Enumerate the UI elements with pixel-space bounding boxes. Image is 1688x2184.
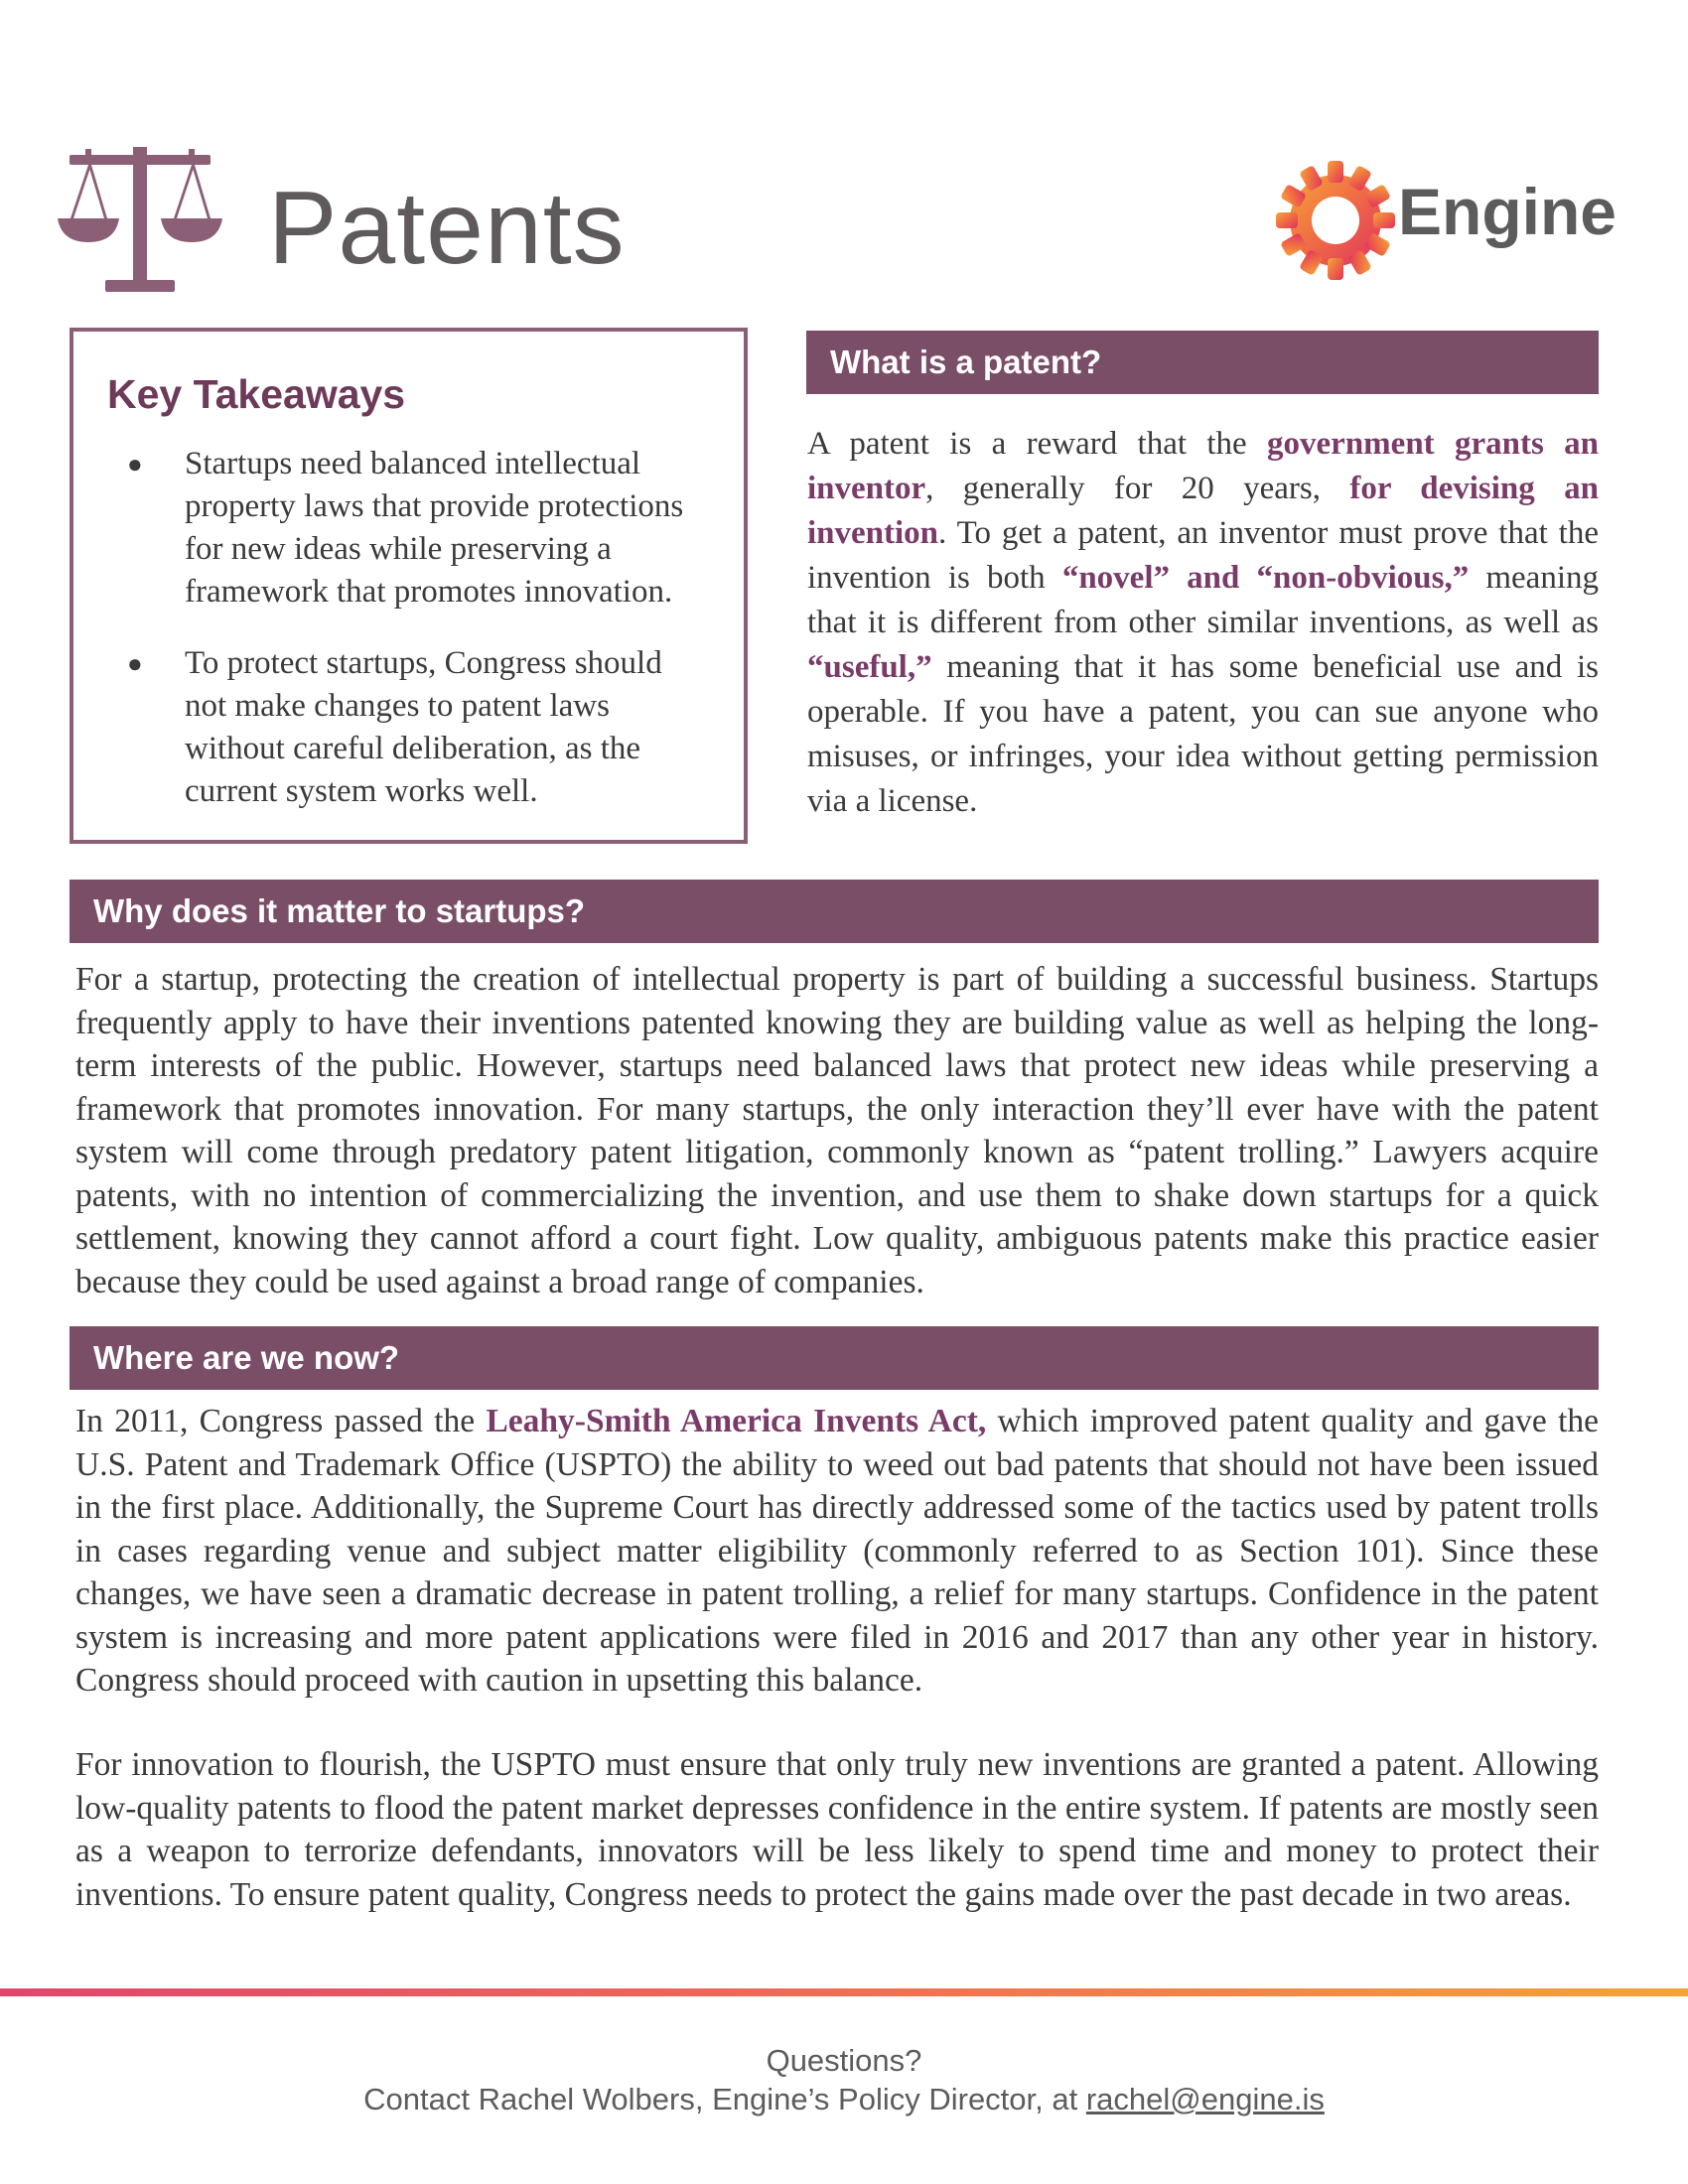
patent-quality-paragraph: For innovation to flourish, the USPTO must ensure that only truly new inventions are granted a patent. Allowing low-quality patents to flood the patent market depresses confidence in the entire system. If patents are mostly seen as a weapon to terrorize defendants, innovators will be less likely to spend time and money to protect their inventions. To ensure patent quality, Congress needs to protect the gains made over the past decade in two areas. <box>75 1746 1599 1913</box>
page-title: Patents <box>268 171 626 286</box>
scales-of-justice-icon <box>56 147 224 294</box>
what-is-a-patent-heading: What is a patent? <box>806 331 1599 394</box>
footer-question: Questions? <box>766 2043 922 2078</box>
highlight-text: “useful,” <box>807 649 932 685</box>
page-header <box>0 0 1688 318</box>
takeaway-text: To protect startups, Congress should not make changes to patent laws without careful deliberation, as the current system works well. <box>185 645 662 809</box>
why-it-matters-paragraph: For a startup, protecting the creation of intellectual property is part of building a successful business. Startups frequently apply to have their inventions patented knowing they are building value as well as helping the long-term interests of the public. However, startups need balanced laws that protect new ideas while preserving a framework that promotes innovation. For many startups, the only interaction they’ll ever have with the patent system will come through predatory patent litigation, commonly known as “patent trolling.” Lawyers acquire patents, with no intention of commercializing the invention, and use them to shake down startups for a quick settlement, knowing they cannot afford a court fight. Low quality, ambiguous patents make this practice easier because they could be used against a broad range of companies. <box>75 961 1599 1300</box>
bullet-icon: ● <box>127 649 143 678</box>
text-run: A patent is a reward that the <box>807 426 1268 462</box>
text-run: meaning that it has some beneficial use and is operable. If you have a patent, you can sue anyone who misuses, or infringes, your idea without getting permission via a license. <box>807 649 1599 819</box>
text-run: , generally for 20 years, <box>925 471 1350 506</box>
brand-name: Engine <box>1398 175 1618 248</box>
text-run: which improved patent quality and gave the U.S. Patent and Trademark Office (USPTO) the ability to weed out bad patents that should not have been issued in the first place. Additionally, the Supreme Court has directly addressed some of the tactics used by patent trolls in cases regarding venue and subject matter eligibility (commonly referred to as Section 101). Since these changes, we have seen a dramatic decrease in patent trolling, a relief for many startups. Confidence in the patent system is increasing and more patent applications were filed in 2016 and 2017 than any other year in history. Congress should proceed with caution in upsetting this balance. <box>75 1403 1600 1699</box>
what-is-a-patent-paragraph <box>807 422 1599 824</box>
footer-contact <box>0 2082 1688 2117</box>
takeaway-item <box>107 443 703 614</box>
act-link[interactable]: Leahy-Smith America Invents Act, <box>486 1403 987 1439</box>
key-takeaways-list <box>107 443 703 842</box>
takeaway-text: Startups need balanced intellectual property laws that provide protections for new ideas while preserving a framework that promotes innovation. <box>185 446 684 610</box>
text-run: meaning that it is different from other similar inventions, as well as <box>807 560 1599 640</box>
text-run: . To get a patent, an inventor must prove that the invention is both <box>807 515 1599 596</box>
key-takeaways-box <box>70 328 748 844</box>
footer-divider <box>0 1988 1688 1996</box>
highlight-text: government grants an inventor <box>807 426 1600 506</box>
contact-email-link[interactable]: rachel@engine.is <box>1085 2082 1325 2116</box>
takeaway-item <box>107 642 703 813</box>
key-takeaways-title: Key Takeaways <box>107 371 406 417</box>
where-are-we-now-paragraph <box>75 1400 1599 1703</box>
where-are-we-now-heading: Where are we now? <box>70 1326 1599 1390</box>
engine-gear-logo <box>1274 159 1397 282</box>
highlight-text: for devising an invention <box>807 471 1599 551</box>
why-it-matters-heading: Why does it matter to startups? <box>70 880 1599 943</box>
bullet-icon: ● <box>127 450 143 478</box>
text-run: In 2011, Congress passed the <box>75 1403 487 1439</box>
highlight-text: “novel” and “non-obvious,” <box>1061 560 1470 596</box>
contact-text: Contact Rachel Wolbers, Engine’s Policy Director, at <box>363 2082 1086 2116</box>
